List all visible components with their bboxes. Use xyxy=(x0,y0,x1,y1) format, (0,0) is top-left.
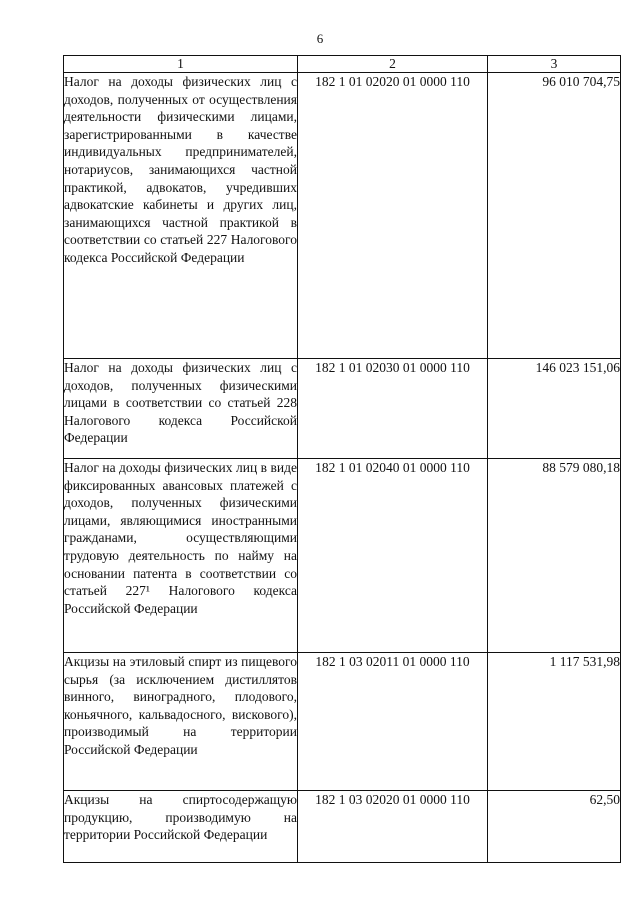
amount: 1 117 531,98 xyxy=(488,653,621,791)
revenue-table xyxy=(63,55,621,863)
table-row xyxy=(64,653,621,791)
classification-code: 182 1 01 02020 01 0000 110 xyxy=(298,73,488,359)
revenue-name: Налог на доходы физических лиц с доходов, полученных от осуществления деятельности физическими лицами, зарегистрированными в качестве индивидуальных предпринимателей, нотариусов, занимающихся частной практикой, адвокатов, учредивших адвокатские кабинеты и других лиц, занимающихся частной практикой в соответствии со статьей 227 Налогового кодекса Российской Федерации xyxy=(64,73,298,359)
column-header-2: 2 xyxy=(298,56,488,73)
column-header-3: 3 xyxy=(488,56,621,73)
table-row xyxy=(64,359,621,459)
classification-code: 182 1 03 02011 01 0000 110 xyxy=(298,653,488,791)
classification-code: 182 1 01 02040 01 0000 110 xyxy=(298,459,488,653)
amount: 96 010 704,75 xyxy=(488,73,621,359)
classification-code: 182 1 03 02020 01 0000 110 xyxy=(298,791,488,863)
page-number: 6 xyxy=(316,31,324,46)
column-header-1: 1 xyxy=(64,56,298,73)
table-row xyxy=(64,459,621,653)
table-row xyxy=(64,73,621,359)
table-header-row xyxy=(64,56,621,73)
amount: 146 023 151,06 xyxy=(488,359,621,459)
revenue-name: Акцизы на спиртосодержащую продукцию, производимую на территории Российской Федерации xyxy=(64,791,298,863)
table-row xyxy=(64,791,621,863)
amount: 62,50 xyxy=(488,791,621,863)
revenue-name: Акцизы на этиловый спирт из пищевого сырья (за исключением дистиллятов винного, виноградного, плодового, коньячного, кальвадосного, вискового), производимый на территории Российской Федерации xyxy=(64,653,298,791)
revenue-name: Налог на доходы физических лиц с доходов, полученных физическими лицами в соответствии со статьей 228 Налогового кодекса Российской Федерации xyxy=(64,359,298,459)
classification-code: 182 1 01 02030 01 0000 110 xyxy=(298,359,488,459)
revenue-name: Налог на доходы физических лиц в виде фиксированных авансовых платежей с доходов, полученных физическими лицами, являющимися иностранными гражданами, осуществляющими трудовую деятельность по найму на основании патента в соответствии со статьей 227¹ Налогового кодекса Российской Федерации xyxy=(64,459,298,653)
amount: 88 579 080,18 xyxy=(488,459,621,653)
